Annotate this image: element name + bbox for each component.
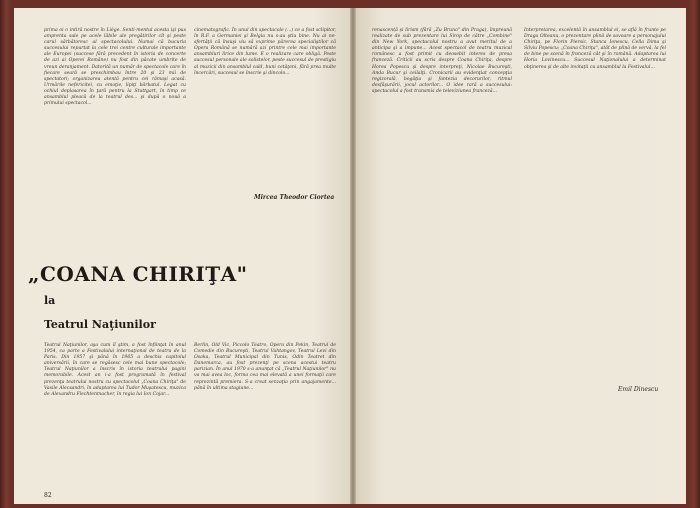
article-title-theatre: Teatrul Naţiunilor bbox=[44, 318, 156, 331]
right-column-1 bbox=[372, 28, 512, 498]
left-column-3 bbox=[44, 343, 186, 491]
left-column-3-text: Teatrul Naţiunilor, aşa cum îl ştim, a fost înfiinţat în anul 1954, ca parte a Festivalului internaţional de teatru de la Paris. Din 1957 şi până în 1965 a deschis capitolul aniversării, în care se regăsesc cele mai bune spectacole; Teatrul Naţiunilor a înscris în istoria teatrului pagini memorabile. Acest an i-a fost programată în festival prezenţa teatrului nostru cu spectacolul „Coana Chiriţa" de Vasile Alecsandri, în adaptarea lui Tudor Muşatescu, muzica de Alexandru Flechtenmacher, în regia lui Ion Cojar... bbox=[44, 343, 186, 397]
left-column-4 bbox=[194, 343, 336, 491]
right-page bbox=[356, 8, 686, 504]
article-title-la: la bbox=[44, 294, 56, 307]
left-column-1-text: prima oi o intiră nostre în Liège. Senti-mentul acesta işi pus amprenta sale pe acele lăbile ale pregătirilor cît şi peste carul sărbătoresc al spectacolului. Numai că bucuria succesului repurtat la cele trei centre culturale importante ale Europei (succese fără precedent în istoria de concerte de azi ai Operei Române) nu fost din păcate umbrite de vreun deranjament. Datorită un număr de spectacole care în fiecare seară se preschimbau între 20 şi 23 mii de spectatori; organizarea atentă pentru cei rămaşi acasă. Urmările nefericitei, cu emoţie, lipiţi bărbatul. Legat cu ochiul deplasarea în ţară pentru la Stuttgart, în timp ce ansamblul pleacă de la teatrul des... şi după o nouă a primului spectacol... bbox=[44, 28, 186, 107]
article-title: „COANA CHIRIŢA" bbox=[28, 262, 248, 286]
left-column-4-text: Berlin, Old Vic, Piccolo Teatro, Opera din Pekin, Teatrul de Comedie din Bucureşti, Teatrul Vahtangov, Teatrul Levi din Osaka, Teatrul Municipal din Tunis, Odin Teatret din Danemarca, au fost prezenţi pe scena acestui teatru parizian. În anul 1970 s-a anunţat că „Teatrul Naţiunilor" nu va mai avea loc, forma cea mai elevată a unei formaţii care reprezintă premiera. S-a creat senzaţia prin angajamente... până în ultima stagiune... bbox=[194, 343, 336, 391]
left-column-2-text: cinematografic. În unul din spectacole (...) ce a fost sclipitor, în R.F. a Germaniei şi Belgia nu s-au ştiu bine. Nu ai ne-sfertăţii că însuşi viu să exprime părerea specialiştilor că Opera Română se numără azi printre cele mai importante ansambluri lirice din lume. E o realizare care obligă. Peste succesul personale ale solistelor, peste succesul de prestigiu al muzicii din ansamblul cald, buni cetăţeni, fără prea multe încercări, succesul se înscrie şi dincolo... bbox=[194, 28, 336, 76]
author-signature-1: Mircea Theodor Ciortea bbox=[254, 194, 335, 201]
left-column-1 bbox=[44, 28, 186, 250]
left-column-2 bbox=[194, 28, 336, 178]
left-page bbox=[14, 8, 355, 504]
author-signature-2: Emil Dinescu bbox=[618, 386, 659, 393]
right-column-1-text: renascență și lirism (fără „Zu Bruno" din Praga), împreună realizate de sub prezentare lui Sirop de către „Combine" din New York, spectacolul nostru a avut meritul de a anticipa şi a impune... Acest spectacol de teatru muzical românesc a fost primit cu deosebit interes de presa franceză. Criticii au scris despre Coana Chiriţa, despre Horea Popescu şi despre interpreţi, Nicolae Bucureşti, Anda Bucur şi ceilalţi. Cronicarii au evidenţiat concepţia regizorală, bogăţia şi fantezia decorurilor, ritmul desfăşurării, jocul actorilor... O idee rară a succesului: spectacolul a fost transmis de televiziunea franceză... bbox=[372, 28, 512, 94]
right-column-2-text: Interpretarea, excelentă în ansamblul ei, se află în frunte pe Draga Olteanu, o prezentare plină de savoare a personajului Chiriţa, pe Florin Piersic, Stanca Ionescu, Cella Dima şi Silviu Popescu; „Coana Chiriţa", atât de plină de vervă, la fel de bine pe scenă în franceză cât şi în română. Adaptarea lui Horia Lovinescu... Succesul Naţionalului a determinat obţinerea şi de alte invitaţii cu ansamblul la Festivalul... bbox=[524, 28, 666, 70]
page-number: 82 bbox=[44, 492, 52, 499]
right-column-2 bbox=[524, 28, 666, 388]
